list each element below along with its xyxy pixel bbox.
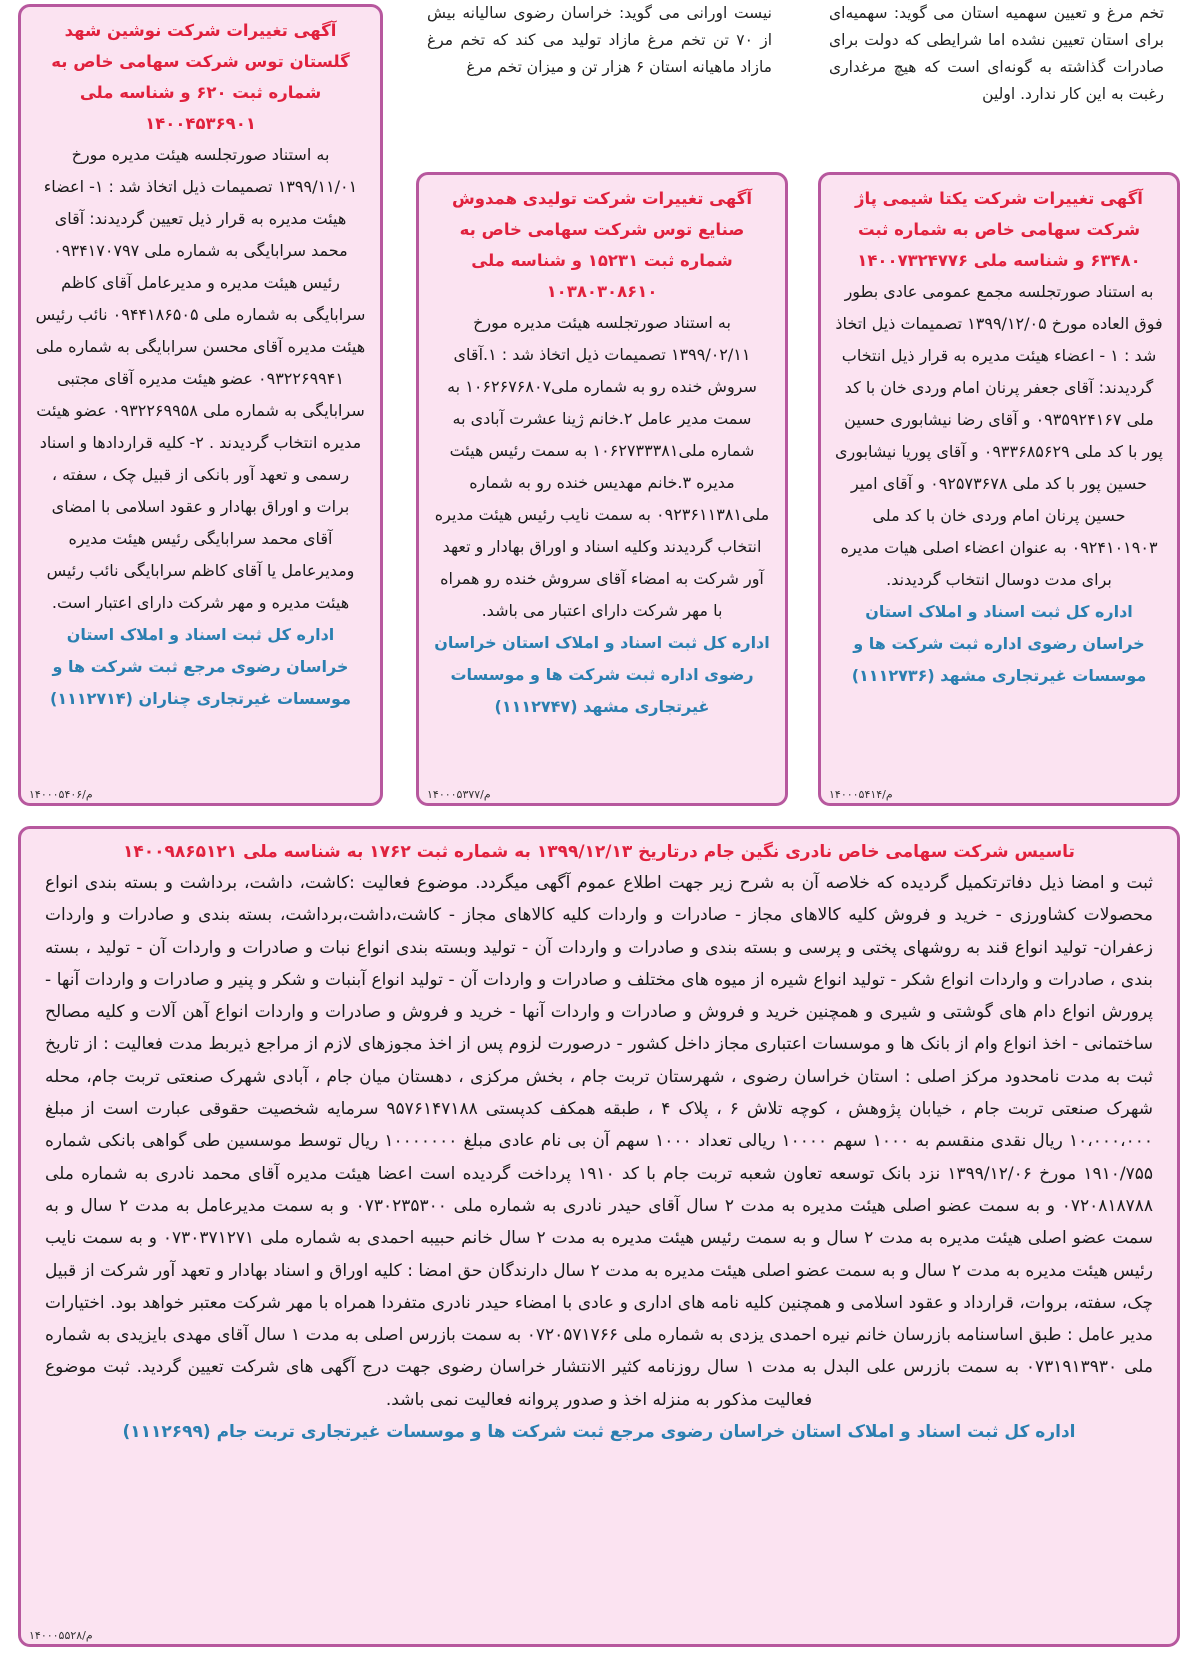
ad-card-yekta: [818, 172, 1180, 806]
ad-body: به استناد صورتجلسه هیئت مدیره مورخ ۱۳۹۹/۰۲/۱۱ تصمیمات ذیل اتخاذ شد : ۱.آقای سروش خنده رو به شماره ملی۱۰۶۲۶۷۶۸۰۷ به سمت مدیر عامل ۲.خانم ژینا عشرت آبادی به شماره ملی۱۰۶۲۷۳۳۳۸۱ به سمت رئیس هیئت مدیره ۳.خانم مهدیس خنده رو به شماره ملی۰۹۲۳۶۱۱۳۸۱ به سمت نایب رئیس هیئت مدیره انتخاب گردیدند وکلیه اسناد و اوراق بهادار و تعهد آور شرکت به امضاء آقای سروش خنده رو همراه با مهر شرکت دارای اعتبار می باشد.: [434, 313, 770, 620]
ad-body: ثبت و امضا ذیل دفاترتکمیل گردیده که خلاصه آن به شرح زیر جهت اطلاع عموم آگهی میگردد. موضوع فعالیت :کاشت، داشت، برداشت و بسته بندی انواع محصولات کشاورزی - خرید و فروش کلیه کالاهای مجاز - صادرات و واردات کلیه کالاهای مجاز - کاشت،داشت،برداشت، بسته بندی و صادرات و واردات زعفران- تولید انواع قند به روشهای پختی و پرسی و بسته بندی و صادرات و واردات آن - تولید وبسته بندی انواع نبات و صادرات و واردات آن - تولید ، بسته بندی ، صادرات و واردات انواع شکر - تولید انواع شیره از میوه های مختلف و صادرات و واردات آن - تولید انواع آبنبات و شکر و پنیر و صادرات و واردات آنها - پرورش انواع دام های گوشتی و شیری و همچنین خرید و فروش و صادرات و واردات آنها - خرید و فروش و صادرات و واردات انواع آهن آلات و کلیه مصالح ساختمانی - اخذ انواع وام از بانک ها و موسسات اعتباری مجاز داخل کشور - درصورت لزوم پس از اخذ مجوزهای لازم از مراجع ذیربط مدت فعالیت : از تاریخ ثبت به مدت نامحدود مرکز اصلی : استان خراسان رضوی ، شهرستان تربت جام ، بخش مرکزی ، دهستان میان جام ، آبادی شهرک صنعتی تربت جام، محله شهرک صنعتی تربت جام ، خیابان پژوهش ، کوچه تلاش ۶ ، پلاک ۴ ، طبقه همکف کدپستی ۹۵۷۶۱۴۷۱۸۸ سرمایه شخصیت حقوقی عبارت است از مبلغ ۱۰،۰۰۰،۰۰۰ ریال نقدی منقسم به ۱۰۰۰ سهم ۱۰۰۰۰ ریالی تعداد ۱۰۰۰ سهم آن بی نام عادی مبلغ ۱۰۰۰۰۰۰۰ ریال توسط موسسین طی گواهی بانکی شماره ۱۹۱۰/۷۵۵ مورخ ۱۳۹۹/۱۲/۰۶ نزد بانک توسعه تعاون شعبه تربت جام با کد ۱۹۱۰ پرداخت گردیده است اعضا هیئت مدیره آقای محمد نادری به شماره ملی ۰۷۲۰۸۱۸۷۸۸ و به سمت عضو اصلی هیئت مدیره به مدت ۲ سال آقای حیدر نادری به شماره ملی ۰۷۳۰۲۳۵۳۰۰ و به سمت مدیرعامل به مدت ۲ سال و به سمت عضو اصلی هیئت مدیره به مدت ۲ سال و به سمت رئیس هیئت مدیره به مدت ۲ سال خانم حبیبه احمدی به شماره ملی ۰۷۳۰۳۷۱۲۷۱ و به سمت نایب رئیس هیئت مدیره به مدت ۲ سال و به سمت عضو اصلی هیئت مدیره به مدت ۲ سال دارندگان حق امضا : کلیه اوراق و اسناد بهادار و تعهد آور شرکت از قبیل چک، سفته، بروات، قرارداد و عقود اسلامی و همچنین کلیه نامه های اداری و عادی با امضاء حیدر نادری متفردا همراه با مهر شرکت معتبر خواهد بود. اختیارات مدیر عامل : طبق اساسنامه بازرسان خانم نیره احمدی یزدی به شماره ملی ۰۷۲۰۵۷۱۷۶۶ به سمت بازرس اصلی به مدت ۱ سال آقای مهدی بایزیدی به شماره ملی ۰۷۳۱۹۱۳۹۳۰ به سمت بازرس علی البدل به مدت ۱ سال روزنامه کثیر الانتشار خراسان رضوی جهت درج آگهی های شرکت تعیین گردید. ثبت موضوع فعالیت مذکور به منزله اخذ و صدور پروانه فعالیت نمی باشد.: [45, 873, 1153, 1410]
ad-title: آگهی تغییرات شرکت نوشین شهد گلستان توس شرکت سهامی خاص به شماره ثبت ۶۲۰ و شناسه ملی ۱۴۰۰۴۵۳۶۹۰۱: [51, 21, 350, 133]
ad-card-negin-jam: [18, 826, 1180, 1647]
ad-code: ۱۴۰۰۰۵۵۲۸/م: [29, 1629, 93, 1642]
ad-signature: اداره کل ثبت اسناد و املاک استان خراسان رضوی مرجع ثبت شرکت ها و موسسات غیرتجاری تربت جام (۱۱۱۲۶۹۹): [122, 1422, 1076, 1443]
ad-code: ۱۴۰۰۰۵۴۰۶/م: [29, 788, 93, 801]
ad-signature: اداره کل ثبت اسناد و املاک استان خراسان رضوی اداره ثبت شرکت ها و موسسات غیرتجاری مشهد (۱۱۱۲۷۳۶): [851, 602, 1147, 685]
ad-title: آگهی تغییرات شرکت تولیدی همدوش صنایع توس شرکت سهامی خاص به شماره ثبت ۱۵۲۳۱ و شناسه ملی ۱۰۳۸۰۳۰۸۶۱۰: [451, 189, 753, 301]
ad-title: آگهی تغییرات شرکت یکتا شیمی پاژ شرکت سهامی خاص به شماره ثبت ۶۳۴۸۰ و شناسه ملی ۱۴۰۰۷۳۲۴۷۷۶: [855, 189, 1143, 270]
ad-signature: اداره کل ثبت اسناد و املاک استان خراسان رضوی مرجع ثبت شرکت ها و موسسات غیرتجاری چناران (۱۱۱۲۷۱۴): [50, 625, 351, 708]
ad-card-hamdoosh: [416, 172, 788, 806]
ad-code: ۱۴۰۰۰۵۴۱۴/م: [829, 788, 893, 801]
news-fragment-right: تخم مرغ و تعیین سهمیه استان می گوید: سهمیه‌ای برای استان تعیین نشده اما شرایطی که دولت برای صادرات گذاشته به گونه‌ای است که هیچ مرغداری رغبت به این کار ندارد. اولین: [829, 4, 1164, 103]
ad-card-golestan: [18, 4, 383, 806]
ad-title: تاسیس شرکت سهامی خاص نادری نگین جام درتاریخ ۱۳۹۹/۱۲/۱۳ به شماره ثبت ۱۷۶۲ به شناسه ملی ۱۴۰۰۹۸۶۵۱۲۱: [123, 842, 1075, 862]
news-fragment-left: نیست اورانی می گوید: خراسان رضوی سالیانه بیش از ۷۰ تن تخم مرغ مازاد تولید می کند که تخم مرغ مازاد ماهیانه استان ۶ هزار تن و میزان تخم مرغ: [427, 4, 772, 76]
ad-body: به استناد صورتجلسه هیئت مدیره مورخ ۱۳۹۹/۱۱/۰۱ تصمیمات ذیل اتخاذ شد : ۱- اعضاء هیئت مدیره به قرار ذیل تعیین گردیدند: آقای محمد سرابایگی به شماره ملی ۰۹۳۴۱۷۰۷۹۷ رئیس هیئت مدیره و مدیرعامل آقای کاظم سرابایگی به شماره ملی ۰۹۴۴۱۸۶۵۰۵ نائب رئیس هیئت مدیره آقای محسن سرابایگی به شماره ملی ۰۹۳۲۲۶۹۹۴۱ عضو هیئت مدیره آقای مجتبی سرابایگی به شماره ملی ۰۹۳۲۲۶۹۹۵۸ عضو هیئت مدیره انتخاب گردیدند . ۲- کلیه قراردادها و اسناد رسمی و تعهد آور بانکی از قبیل چک ، سفته ، برات و اوراق بهادار و عقود اسلامی با امضای آقای محمد سرابایگی رئیس هیئت مدیره ومدیرعامل یا آقای کاظم سرابایگی نائب رئیس هیئت مدیره و مهر شرکت دارای اعتبار است.: [35, 145, 366, 612]
ad-code: ۱۴۰۰۰۵۳۷۷/م: [427, 788, 491, 801]
ad-signature: اداره کل ثبت اسناد و املاک استان خراسان رضوی اداره ثبت شرکت ها و موسسات غیرتجاری مشهد (۱۱۱۲۷۴۷): [434, 633, 770, 716]
ad-body: به استناد صورتجلسه مجمع عمومی عادی بطور فوق العاده مورخ ۱۳۹۹/۱۲/۰۵ تصمیمات ذیل اتخاذ شد : ۱ - اعضاء هیئت مدیره به قرار ذیل انتخاب گردیدند: آقای جعفر پرنان امام وردی خان با کد ملی ۰۹۳۵۹۲۴۱۶۷ و آقای رضا نیشابوری حسین پور با کد ملی ۰۹۳۳۶۸۵۶۲۹ و آقای پوریا نیشابوری حسین پور با کد ملی ۰۹۲۵۷۳۶۷۸ و آقای امیر حسین پرنان امام وردی خان با کد ملی ۰۹۲۴۱۰۱۹۰۳ به عنوان اعضاء اصلی هیات مدیره برای مدت دوسال انتخاب گردیدند.: [834, 282, 1163, 589]
